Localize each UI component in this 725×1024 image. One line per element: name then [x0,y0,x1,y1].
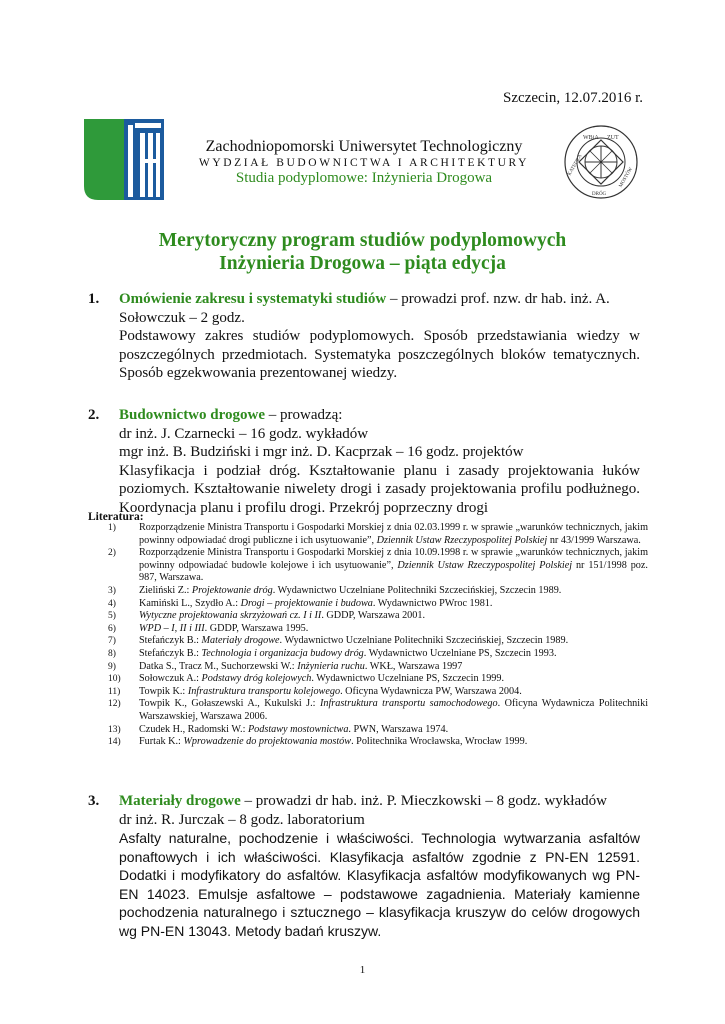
university-name: Zachodniopomorski Uniwersytet Technologiczny [205,138,523,155]
svg-text:KATEDRA: KATEDRA [567,154,584,177]
svg-text:MOSTÓW: MOSTÓW [618,166,635,189]
literature-item: 9) Datka S., Tracz M., Suchorzewski W.: Inżynieria ruchu. WKŁ, Warszawa 1997 [108,660,463,672]
literature-item: 13) Czudek H., Radomski W.: Podstawy mostownictwa. PWN, Warszawa 1974. [108,723,449,735]
literature-list [108,522,648,749]
section-intro: – prowadzą: [265,407,343,423]
section-lecturer-1: dr inż. J. Czarnecki – 16 godz. wykładów [119,425,369,442]
section-description: Klasyfikacja i podział dróg. Kształtowanie planu i zasady projektowania łuków poziomych. Kształtowanie niwelety drogi i zasady projektowania profilu podłużnego. Koordynacja planu i profilu drogi. Przekrój poprzeczny drogi [119,462,640,516]
section-intro: – prowadzi dr hab. inż. P. Mieczkowski – 8 godz. wykładów [240,793,607,809]
faculty-name: WYDZIAŁ BUDOWNICTWA I ARCHITEKTURY [198,157,530,169]
literature-item: 10) Sołowczuk A.: Podstawy dróg kolejowych. Wydawnictwo Uczelniane PS, Szczecin 1999. [108,673,505,685]
department-seal [563,124,639,200]
literature-item: 5) Wytyczne projektowania skrzyżowań cz. I i II. GDDP, Warszawa 2001. [108,610,425,622]
literature-item: 1) Rozporządzenie Ministra Transportu i Gospodarki Morskiej z dnia 02.03.1999 r. w sprawie „warunków technicznych, jakim powinny odpowiadać drogi publiczne i ich usytuowanie”, Dziennik Ustaw Rzeczypospolitej Polskiej nr 43/1999 Warszawa. [108,522,648,546]
section-1 [88,290,640,383]
section-3 [88,792,640,940]
section-2 [88,406,640,517]
organization-block [178,138,550,187]
section-description: Podstawowy zakres studiów podyplomowych. Sposób przedstawiania wiedzy w poszczególnych przedmiotach. Systematyka poszczególnych bloków tematycznych. Sposób egzekwowania prezentowanej wiedzy. [119,328,640,381]
program-name: Studia podyplomowe: Inżynieria Drogowa [235,170,493,186]
literature-item: 4) Kamiński L., Szydło A.: Drogi – projektowanie i budowa. Wydawnictwo PWroc 1981. [108,597,493,609]
section-heading: Budownictwo drogowe [119,407,265,423]
literature-item: 6) WPD – I, II i III. GDDP, Warszawa 1995. [108,622,309,634]
title-line-1: Merytoryczny program studiów podyplomowych [158,230,567,251]
section-lecturer-2: mgr inż. B. Budziński i mgr inż. D. Kacprzak – 16 godz. projektów [119,444,524,460]
literature-item: 2) Rozporządzenie Ministra Transportu i Gospodarki Morskiej z dnia 10.09.1998 r. w sprawie „warunków technicznych, jakim powinny odpowiadać budowle kolejowe i ich usytuowanie”, Dziennik Ustaw Rzeczypospolitej Polskiej nr 151/1998 poz. 987, Warszawa. [108,547,648,584]
literature-item: 14) Furtak K.: Wprowadzenie do projektowania mostów. Politechnika Wrocławska, Wrocław 1999. [108,736,528,748]
section-number: 3. [88,793,100,809]
zut-logo [84,119,164,200]
literature-item: 8) Stefańczyk B.: Technologia i organizacja budowy dróg. Wydawnictwo Uczelniane PS, Szczecin 1993. [108,647,557,659]
svg-text:ZUT: ZUT [607,135,619,141]
literature-item: 3) Zieliński Z.: Projektowanie dróg. Wydawnictwo Uczelniane Politechniki Szczecińskiej, Szczecin 1989. [108,584,562,596]
svg-text:WBiA: WBiA [583,135,599,141]
document-date: Szczecin, 12.07.2016 r. [503,90,643,106]
literature-heading: Literatura: [88,511,144,523]
section-heading: Materiały drogowe [119,793,241,809]
section-description: Asfalty naturalne, pochodzenie i właściwości. Technologia wytwarzania asfaltów ponaftowych i ich właściwości. Klasyfikacja asfaltów zgodnie z PN-EN 12591. Dodatki i modyfikatory do asfaltów. Klasyfikacja asfaltów modyfikowanych wg PN-EN 14023. Emulsje asfaltowe – podstawowe zagadnienia. Materiały kamienne pochodzenia naturalnego i sztucznego – klasyfikacja kruszyw do celów drogowych wg PN-EN 13043. Metody badań kruszyw. [119,830,640,939]
svg-text:DRÓG: DRÓG [592,192,607,197]
literature-item: 7) Stefańczyk B.: Materiały drogowe. Wydawnictwo Uczelniane Politechniki Szczecińskiej, Szczecin 1989. [108,635,569,647]
section-number: 2. [88,407,100,423]
literature-item: 12) Towpik K., Gołaszewski A., Kukulski J.: Infrastruktura transportu samochodowego. Oficyna Wydawnicza Politechniki Warszawskiej, Warszawa 2006. [108,698,649,722]
section-heading: Omówienie zakresu i systematyki studiów [119,291,387,307]
document-title [0,229,725,275]
literature-item: 11) Towpik K.: Infrastruktura transportu kolejowego. Oficyna Wydawnicza PW, Warszawa 2004. [108,685,522,697]
section-intro: – prowadzi prof. nzw. dr hab. inż. A. Sołowczuk – 2 godz. [119,291,610,326]
section-lecturer-2: dr inż. R. Jurczak – 8 godz. laboratorium [119,811,365,828]
title-line-2: Inżynieria Drogowa – piąta edycja [219,253,506,274]
page-number: 1 [359,964,366,976]
section-number: 1. [88,291,100,307]
